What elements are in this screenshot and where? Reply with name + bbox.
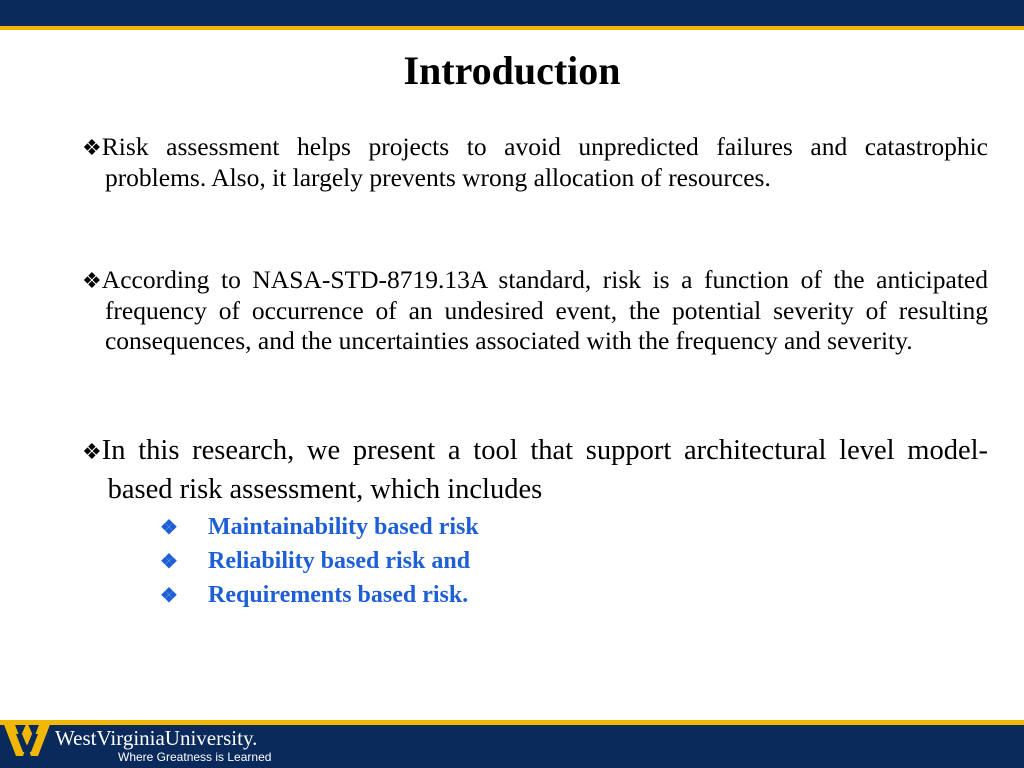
- diamond-bullet-icon: ❖: [160, 551, 178, 573]
- sub-bullet-item: [160, 578, 479, 612]
- sub-bullet-text: Maintainability based risk: [208, 514, 479, 540]
- diamond-bullet-icon: ❖: [160, 585, 178, 607]
- sub-bullet-text: Reliability based risk and: [208, 548, 471, 574]
- slide-title: Introduction: [403, 48, 621, 93]
- sub-bullet-list: [160, 510, 479, 612]
- university-tagline: Where Greatness is Learned: [118, 750, 272, 764]
- university-name: WestVirginiaUniversity.: [55, 726, 258, 750]
- top-banner-stripe: [0, 26, 1024, 30]
- sub-bullet-item: [160, 544, 479, 578]
- sub-bullet-text: Requirements based risk.: [208, 582, 469, 608]
- diamond-bullet-icon: ❖: [82, 268, 102, 293]
- bullet-point: [82, 132, 988, 193]
- diamond-bullet-icon: ❖: [160, 517, 178, 539]
- bullet-point: [82, 432, 988, 509]
- flying-wv-logo-icon: [2, 716, 52, 764]
- sub-bullet-item: [160, 510, 479, 544]
- bullet-text: In this research, we present a tool that support architectural level model-based risk assessment, which includes: [101, 435, 988, 505]
- bullet-point: [82, 265, 988, 356]
- diamond-bullet-icon: ❖: [82, 439, 102, 464]
- diamond-bullet-icon: ❖: [82, 135, 102, 160]
- bullet-text: Risk assessment helps projects to avoid unpredicted failures and catastrophic problems. Also, it largely prevents wrong allocation of resources.: [101, 132, 988, 192]
- top-banner: [0, 0, 1024, 26]
- bullet-text: According to NASA-STD-8719.13A standard, risk is a function of the anticipated frequency of occurrence of an undesired event, the potential severity of resulting consequences, and the uncertainties associated with the frequency and severity.: [101, 265, 988, 355]
